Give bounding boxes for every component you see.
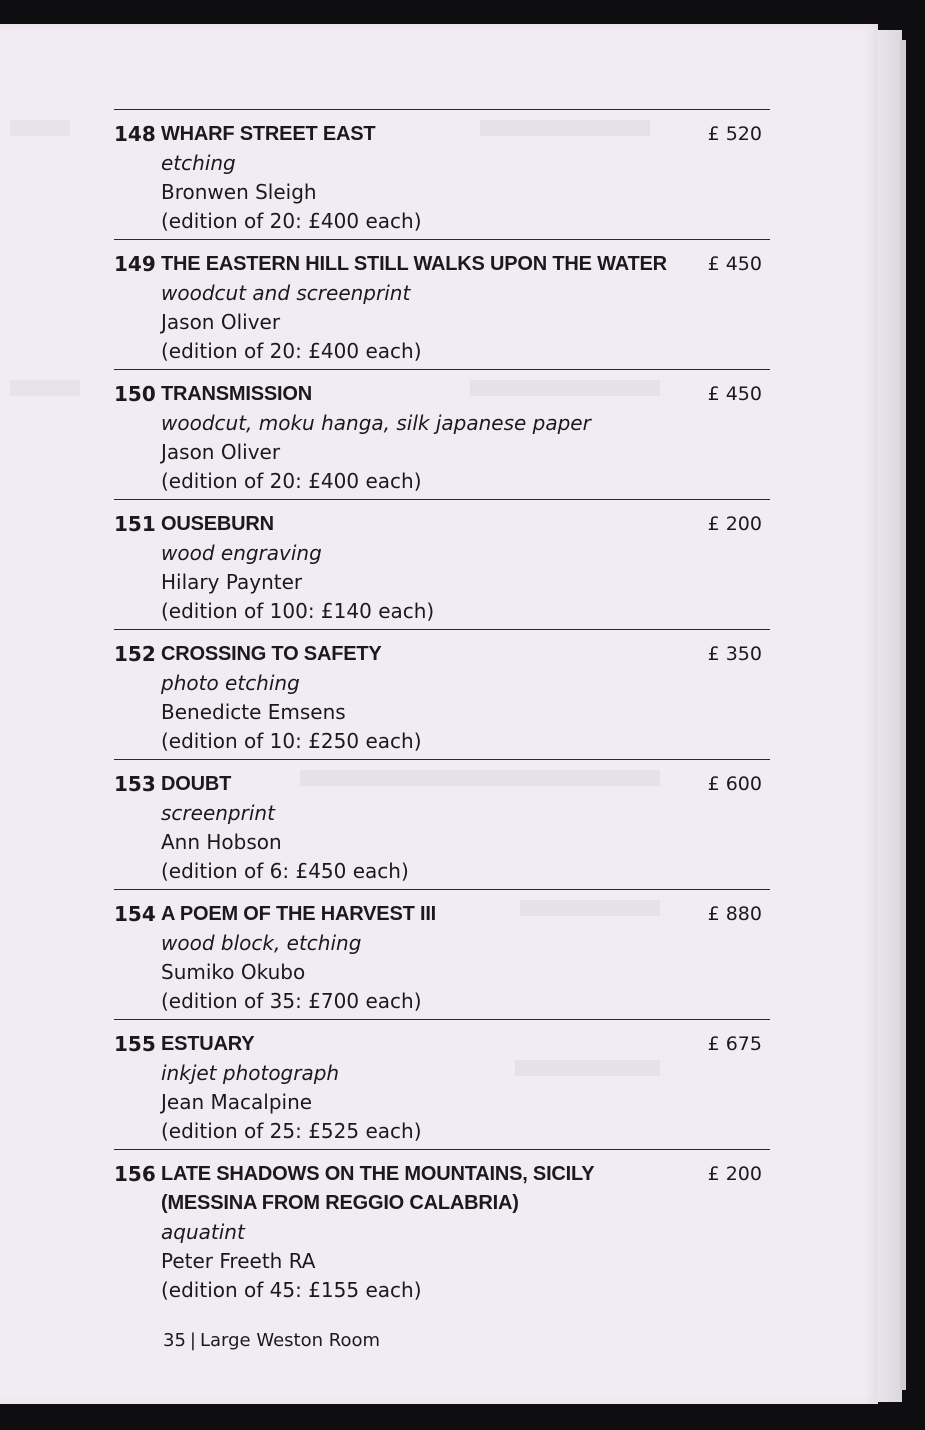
entry-price: £ 880: [707, 903, 762, 925]
entry-edition: (edition of 45: £155 each): [161, 1278, 422, 1302]
entry-edition: (edition of 20: £400 each): [161, 209, 422, 233]
entry-number: 155: [114, 1032, 156, 1056]
entry-title: ESTUARY: [161, 1033, 255, 1055]
entry-price: £ 600: [707, 773, 762, 795]
show-through-line: [10, 120, 70, 136]
entry-artist: Benedicte Emsens: [161, 700, 346, 724]
artwork-entry-150: [114, 369, 770, 499]
entry-edition: (edition of 25: £525 each): [161, 1119, 422, 1143]
entry-medium: photo etching: [161, 671, 300, 695]
artwork-entry-152: [114, 629, 770, 759]
page-footer: [163, 1330, 380, 1351]
footer-separator: |: [189, 1330, 196, 1351]
artwork-list: [114, 109, 770, 1308]
entry-price: £ 520: [707, 123, 762, 145]
entry-number: 149: [114, 252, 156, 276]
entry-edition: (edition of 6: £450 each): [161, 859, 409, 883]
entry-title: THE EASTERN HILL STILL WALKS UPON THE WATER: [161, 253, 667, 275]
entry-number: 154: [114, 902, 156, 926]
entry-number: 152: [114, 642, 156, 666]
entry-title: WHARF STREET EAST: [161, 123, 376, 145]
artwork-entry-151: [114, 499, 770, 629]
page-edge-shadow: [900, 40, 906, 1390]
artwork-entry-148: [114, 109, 770, 239]
artwork-entry-149: [114, 239, 770, 369]
entry-medium: aquatint: [161, 1220, 245, 1244]
entry-title: DOUBT: [161, 773, 232, 795]
entry-price: £ 350: [707, 643, 762, 665]
entry-title: OUSEBURN: [161, 513, 274, 535]
entry-details: [161, 1030, 770, 1146]
entry-artist: Bronwen Sleigh: [161, 180, 317, 204]
entry-price: £ 200: [707, 513, 762, 535]
entry-number: 156: [114, 1162, 156, 1186]
page-number: 35: [163, 1330, 186, 1351]
entry-artist: Jean Macalpine: [161, 1090, 313, 1114]
entry-number: 153: [114, 772, 156, 796]
artwork-entry-156: [114, 1149, 770, 1308]
entry-medium: woodcut and screenprint: [161, 281, 411, 305]
entry-edition: (edition of 20: £400 each): [161, 469, 422, 493]
entry-title-line-2: (MESSINA FROM REGGIO CALABRIA): [161, 1192, 519, 1214]
entry-title: A POEM OF THE HARVEST III: [161, 903, 437, 925]
entry-medium: screenprint: [161, 801, 275, 825]
entry-medium: wood block, etching: [161, 931, 362, 955]
entry-medium: wood engraving: [161, 541, 322, 565]
entry-artist: Hilary Paynter: [161, 570, 303, 594]
entry-number: 150: [114, 382, 156, 406]
entry-details: [161, 770, 770, 886]
room-name: Large Weston Room: [199, 1330, 381, 1351]
entry-details: [161, 1160, 770, 1305]
entry-artist: Ann Hobson: [161, 830, 282, 854]
entry-artist: Peter Freeth RA: [161, 1249, 316, 1273]
entry-edition: (edition of 10: £250 each): [161, 729, 422, 753]
entry-title: CROSSING TO SAFETY: [161, 643, 382, 665]
entry-medium: inkjet photograph: [161, 1061, 340, 1085]
entry-details: [161, 640, 770, 756]
entry-artist: Sumiko Okubo: [161, 960, 306, 984]
entry-edition: (edition of 20: £400 each): [161, 339, 422, 363]
entry-price: £ 450: [707, 253, 762, 275]
entry-price: £ 675: [707, 1033, 762, 1055]
entry-edition: (edition of 35: £700 each): [161, 989, 422, 1013]
entry-number: 151: [114, 512, 156, 536]
entry-title: TRANSMISSION: [161, 383, 312, 405]
entry-number: 148: [114, 122, 156, 146]
entry-medium: etching: [161, 151, 236, 175]
page-edge: [878, 30, 902, 1402]
entry-price: £ 450: [707, 383, 762, 405]
entry-artist: Jason Oliver: [161, 310, 281, 334]
entry-price: £ 200: [707, 1163, 762, 1185]
entry-edition: (edition of 100: £140 each): [161, 599, 435, 623]
entry-details: [161, 250, 770, 366]
entry-details: [161, 900, 770, 1016]
artwork-entry-154: [114, 889, 770, 1019]
artwork-entry-155: [114, 1019, 770, 1149]
entry-medium: woodcut, moku hanga, silk japanese paper: [161, 411, 591, 435]
entry-title: LATE SHADOWS ON THE MOUNTAINS, SICILY: [161, 1163, 595, 1185]
entry-artist: Jason Oliver: [161, 440, 281, 464]
artwork-entry-153: [114, 759, 770, 889]
entry-details: [161, 380, 770, 496]
show-through-line: [10, 380, 80, 396]
entry-details: [161, 120, 770, 236]
entry-details: [161, 510, 770, 626]
